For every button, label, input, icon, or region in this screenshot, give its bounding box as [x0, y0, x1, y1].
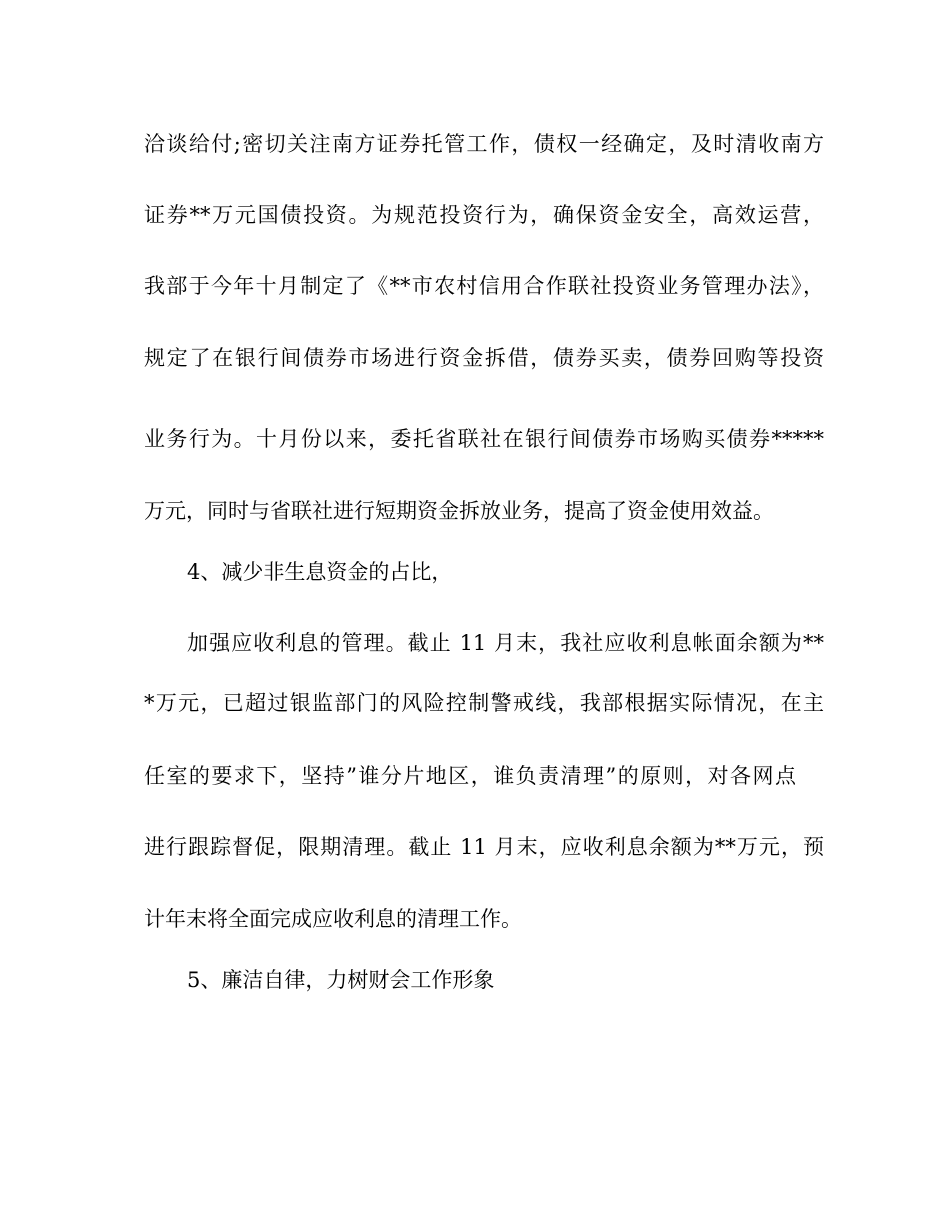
paragraph-line: 业务行为。十月份以来，委托省联社在银行间债券市场购买债券*****	[144, 427, 824, 451]
paragraph-line: 证券**万元国债投资。为规范投资行为，确保资金安全，高效运营，	[144, 203, 824, 227]
paragraph-line: 计年末将全面完成应收利息的清理工作。	[144, 907, 522, 931]
paragraph-line: 任室的要求下，坚持”谁分片地区，谁负责清理”的原则，对各网点	[144, 764, 796, 788]
paragraph-line: 万元，同时与省联社进行短期资金拆放业务，提高了资金使用效益。	[144, 499, 774, 523]
section-heading: 5、廉洁自律，力树财会工作形象	[187, 968, 495, 992]
paragraph-line: 进行跟踪督促，限期清理。截止 11 月末，应收利息余额为**万元，预	[144, 835, 824, 859]
paragraph-line: 加强应收利息的管理。截止 11 月末，我社应收利息帐面余额为**	[187, 631, 824, 655]
paragraph-line: *万元，已超过银监部门的风险控制警戒线，我部根据实际情况，在主	[144, 691, 824, 715]
section-heading: 4、减少非生息资金的占比，	[187, 560, 453, 584]
paragraph-line: 规定了在银行间债券市场进行资金拆借，债券买卖，债券回购等投资	[144, 346, 824, 370]
paragraph-line: 我部于今年十月制定了《**市农村信用合作联社投资业务管理办法》，	[144, 274, 824, 298]
paragraph-line: 洽谈给付;密切关注南方证券托管工作，债权一经确定，及时清收南方	[144, 132, 824, 156]
